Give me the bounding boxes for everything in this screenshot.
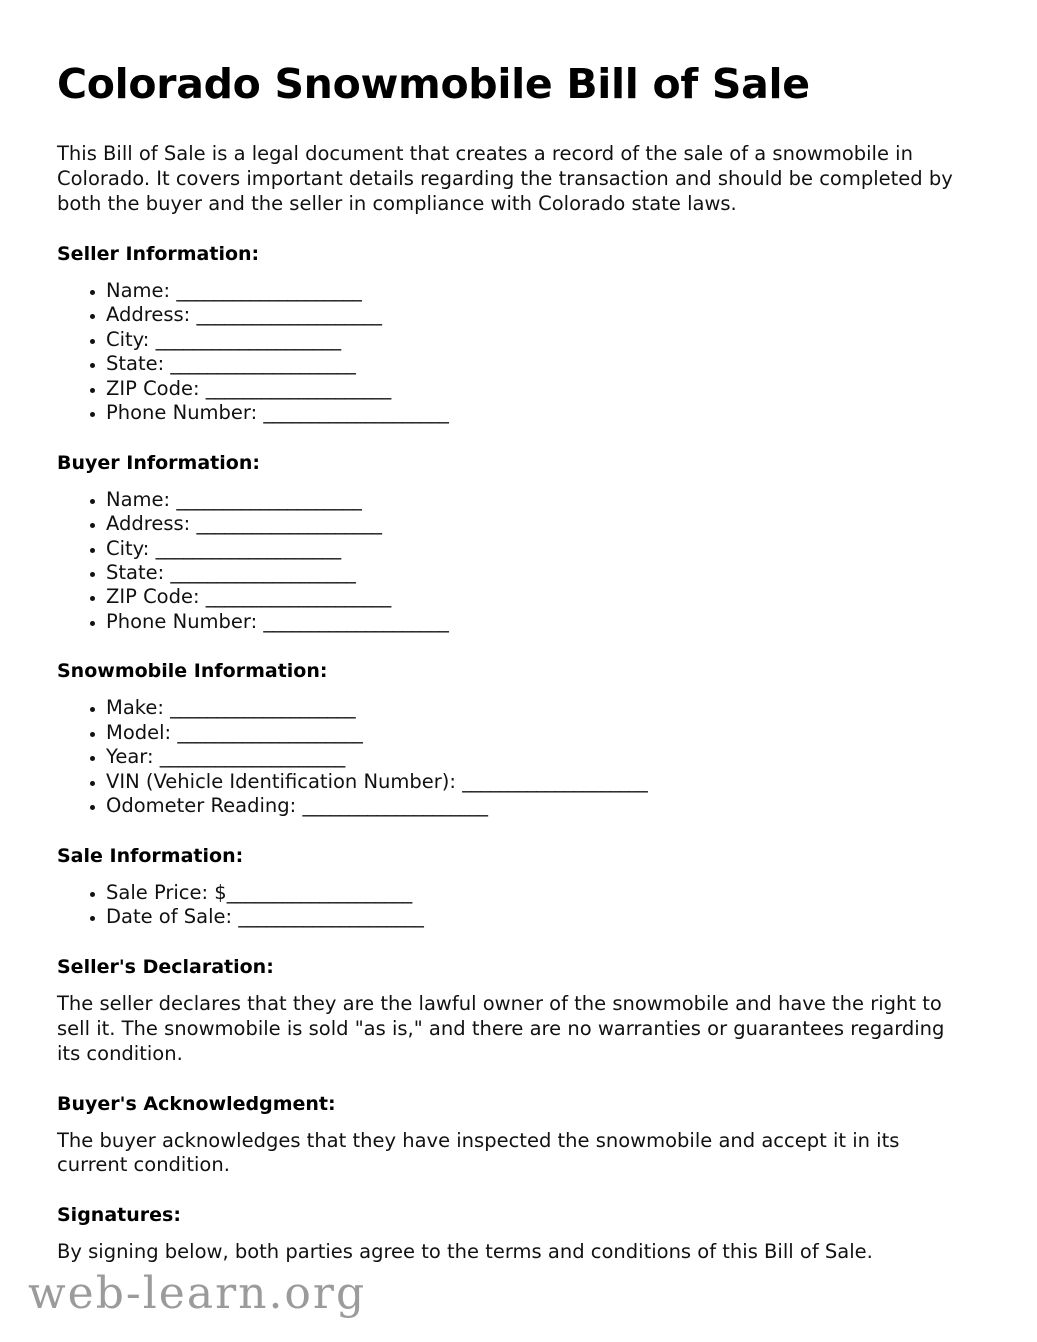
seller-information-heading: Seller Information: [57, 242, 260, 265]
field-blank[interactable]: ____________________ [196, 303, 382, 327]
field-blank[interactable]: ____________________ [263, 401, 449, 425]
snowmobile-information-field-list [57, 696, 962, 818]
field-row [57, 352, 962, 376]
field-label: Date of Sale: [106, 905, 233, 929]
field-blank[interactable]: ____________________ [263, 609, 449, 633]
field-blank[interactable]: ____________________ [226, 880, 412, 904]
signatures-body: By signing below, both parties agree to the terms and conditions of this Bill of Sale. [57, 1240, 873, 1264]
field-blank[interactable]: ____________________ [170, 352, 356, 376]
snowmobile-information-heading: Snowmobile Information: [57, 660, 328, 683]
field-row [57, 377, 962, 401]
field-blank[interactable]: ____________________ [302, 794, 488, 818]
field-label: Sale Price: $ [106, 880, 227, 904]
field-blank[interactable]: ____________________ [196, 512, 382, 536]
field-blank[interactable]: ____________________ [170, 560, 356, 584]
field-row [57, 537, 962, 561]
buyer-information-heading: Buyer Information: [57, 451, 260, 474]
buyers-acknowledgment-body: The buyer acknowledges that they have inspected the snowmobile and accept it in its current condition. [57, 1128, 900, 1177]
field-row [57, 881, 962, 905]
field-blank[interactable]: ____________________ [462, 769, 648, 793]
field-label: Phone Number: [106, 401, 258, 425]
field-row [57, 696, 962, 720]
buyer-information-field-list [57, 488, 962, 635]
sellers-declaration-body: The seller declares that they are the lawful owner of the snowmobile and have the right to sell it. The snowmobile is sold "as is," and there are no warranties or guarantees regarding its condition. [57, 991, 945, 1065]
field-blank[interactable]: ____________________ [177, 720, 363, 744]
field-blank[interactable]: ____________________ [205, 376, 391, 400]
field-label: City: [106, 327, 150, 351]
field-blank[interactable]: ____________________ [176, 487, 362, 511]
field-row [57, 585, 962, 609]
field-row [57, 794, 962, 818]
field-label: Name: [106, 278, 171, 302]
field-row [57, 610, 962, 634]
field-label: Phone Number: [106, 609, 258, 633]
field-row [57, 721, 962, 745]
field-label: Odometer Reading: [106, 794, 297, 818]
field-label: Model: [106, 720, 172, 744]
signatures-heading: Signatures: [57, 1204, 181, 1227]
field-row [57, 905, 962, 929]
field-row [57, 328, 962, 352]
field-blank[interactable]: ____________________ [205, 585, 391, 609]
buyers-acknowledgment-heading: Buyer's Acknowledgment: [57, 1092, 336, 1115]
field-label: Address: [106, 512, 191, 536]
field-label: State: [106, 352, 165, 376]
field-row [57, 512, 962, 536]
field-row [57, 401, 962, 425]
sale-information-heading: Sale Information: [57, 844, 244, 867]
sale-information-field-list [57, 881, 962, 930]
field-blank[interactable]: ____________________ [238, 905, 424, 929]
seller-information-field-list [57, 279, 962, 426]
field-label: VIN (Vehicle Identification Number): [106, 769, 456, 793]
field-label: Address: [106, 303, 191, 327]
field-label: City: [106, 536, 150, 560]
sellers-declaration-heading: Seller's Declaration: [57, 955, 274, 978]
field-blank[interactable]: ____________________ [155, 536, 341, 560]
field-label: Make: [106, 696, 164, 720]
site-watermark: web-learn.org [28, 1268, 367, 1319]
field-blank[interactable]: ____________________ [159, 745, 345, 769]
field-row [57, 279, 962, 303]
field-label: Year: [106, 745, 154, 769]
field-row [57, 488, 962, 512]
field-blank[interactable]: ____________________ [155, 327, 341, 351]
field-blank[interactable]: ____________________ [176, 278, 362, 302]
field-label: Name: [106, 487, 171, 511]
intro-paragraph: This Bill of Sale is a legal document that creates a record of the sale of a snowmobile in Colorado. It covers important details regarding the transaction and should be completed by both the buyer and the seller in compliance with Colorado state laws. [57, 141, 953, 215]
field-label: State: [106, 560, 165, 584]
field-label: ZIP Code: [106, 585, 200, 609]
field-blank[interactable]: ____________________ [170, 696, 356, 720]
field-row [57, 561, 962, 585]
page-title: Colorado Snowmobile Bill of Sale [57, 60, 810, 108]
field-row [57, 745, 962, 769]
field-row [57, 303, 962, 327]
field-label: ZIP Code: [106, 376, 200, 400]
field-row [57, 770, 962, 794]
